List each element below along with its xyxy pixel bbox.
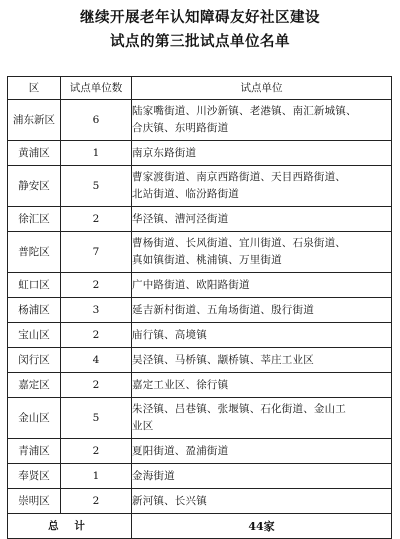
units-cell: 陆家嘴街道、川沙新镇、老港镇、南汇新城镇、 合庆镇、东明路街道 [132, 100, 392, 141]
table-header-row [8, 77, 392, 100]
count-cell: 2 [61, 207, 132, 232]
count-cell: 5 [61, 398, 132, 439]
district-cell: 黄浦区 [8, 141, 61, 166]
table-row [8, 298, 392, 323]
count-cell: 7 [61, 232, 132, 273]
district-cell: 杨浦区 [8, 298, 61, 323]
district-cell: 奉贤区 [8, 464, 61, 489]
units-cell: 金海街道 [132, 464, 392, 489]
table-row [8, 348, 392, 373]
district-cell: 青浦区 [8, 439, 61, 464]
table-row [8, 273, 392, 298]
district-cell: 浦东新区 [8, 100, 61, 141]
units-cell: 嘉定工业区、徐行镇 [132, 373, 392, 398]
district-cell: 徐汇区 [8, 207, 61, 232]
total-value: 44家 [132, 514, 392, 539]
units-cell: 曹杨街道、长风街道、宜川街道、石泉街道、 真如镇街道、桃浦镇、万里街道 [132, 232, 392, 273]
count-cell: 1 [61, 464, 132, 489]
table-row [8, 207, 392, 232]
count-cell: 2 [61, 323, 132, 348]
document-title-line1: 继续开展老年认知障碍友好社区建设 [80, 10, 320, 26]
district-cell: 崇明区 [8, 489, 61, 514]
count-cell: 2 [61, 273, 132, 298]
count-cell: 4 [61, 348, 132, 373]
header-units: 试点单位 [132, 77, 392, 100]
count-cell: 3 [61, 298, 132, 323]
units-cell: 广中路街道、欧阳路街道 [132, 273, 392, 298]
count-cell: 2 [61, 373, 132, 398]
pilot-units-table [7, 76, 392, 539]
district-cell: 宝山区 [8, 323, 61, 348]
table-row [8, 232, 392, 273]
table-row [8, 141, 392, 166]
district-cell: 静安区 [8, 166, 61, 207]
document-title-line2: 试点的第三批试点单位名单 [110, 34, 290, 50]
table-row [8, 373, 392, 398]
units-cell: 延吉新村街道、五角场街道、殷行街道 [132, 298, 392, 323]
district-cell: 闵行区 [8, 348, 61, 373]
table-row [8, 439, 392, 464]
table-row [8, 323, 392, 348]
table-row [8, 100, 392, 141]
count-cell: 6 [61, 100, 132, 141]
total-row [8, 514, 392, 539]
header-district: 区 [8, 77, 61, 100]
table-row [8, 398, 392, 439]
district-cell: 普陀区 [8, 232, 61, 273]
units-cell: 庙行镇、高境镇 [132, 323, 392, 348]
district-cell: 金山区 [8, 398, 61, 439]
units-cell: 夏阳街道、盈浦街道 [132, 439, 392, 464]
table-row [8, 166, 392, 207]
table-row [8, 464, 392, 489]
units-cell: 南京东路街道 [132, 141, 392, 166]
units-cell: 朱泾镇、吕巷镇、张堰镇、石化街道、金山工 业区 [132, 398, 392, 439]
count-cell: 2 [61, 489, 132, 514]
total-label: 总 计 [8, 514, 132, 539]
units-cell: 新河镇、长兴镇 [132, 489, 392, 514]
count-cell: 2 [61, 439, 132, 464]
count-cell: 1 [61, 141, 132, 166]
units-cell: 曹家渡街道、南京西路街道、天目西路街道、 北站街道、临汾路街道 [132, 166, 392, 207]
district-cell: 虹口区 [8, 273, 61, 298]
units-cell: 华泾镇、漕河泾街道 [132, 207, 392, 232]
count-cell: 5 [61, 166, 132, 207]
table-row [8, 489, 392, 514]
header-count: 试点单位数 [61, 77, 132, 100]
units-cell: 吴泾镇、马桥镇、颛桥镇、莘庄工业区 [132, 348, 392, 373]
district-cell: 嘉定区 [8, 373, 61, 398]
